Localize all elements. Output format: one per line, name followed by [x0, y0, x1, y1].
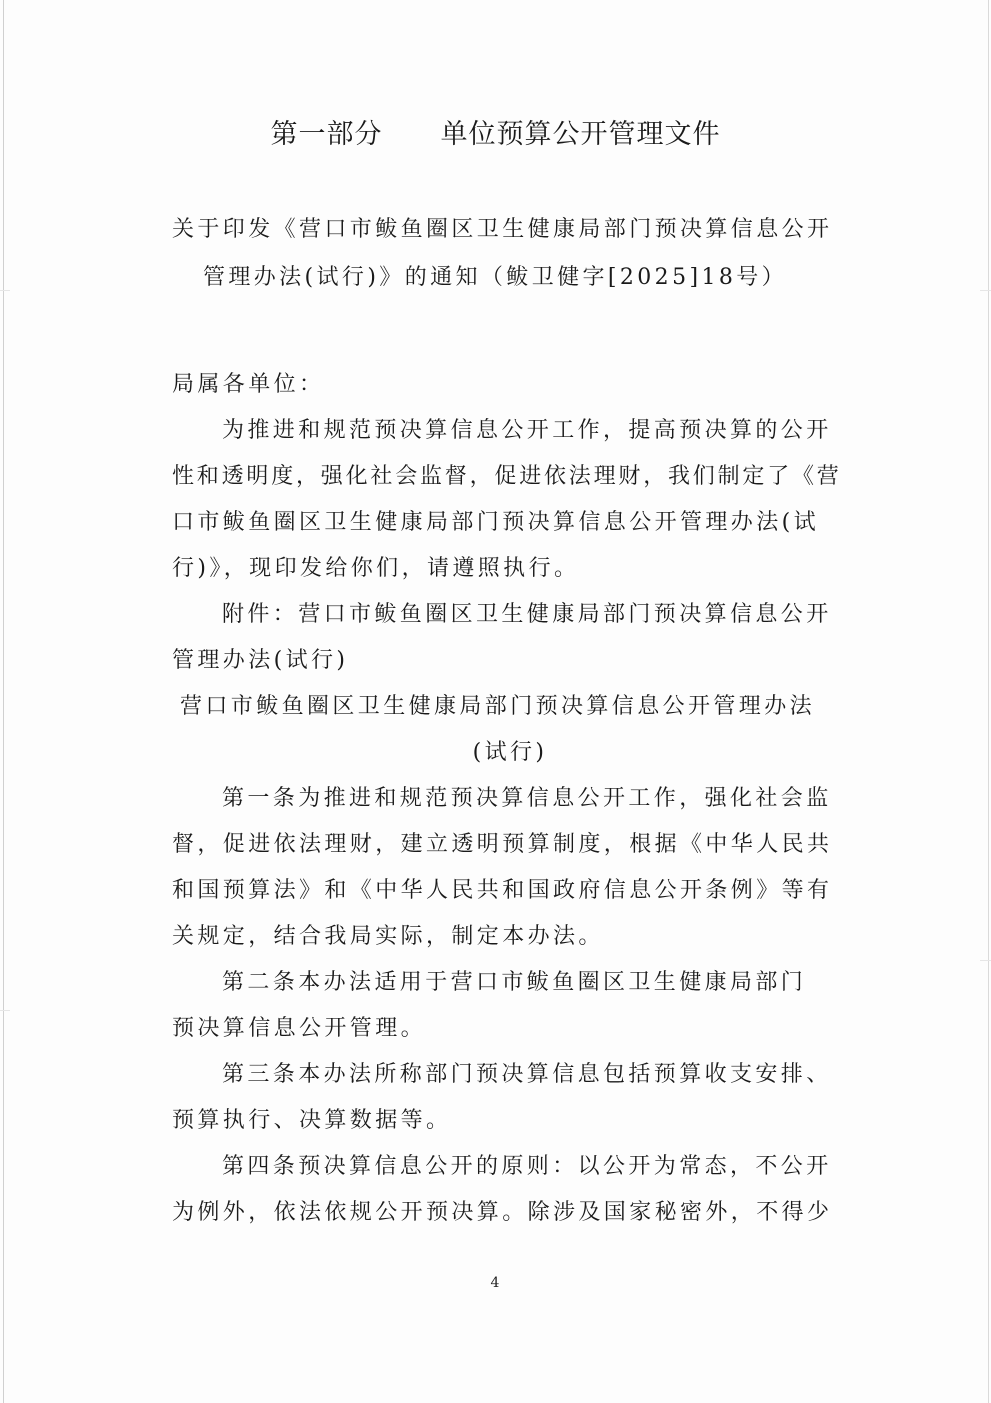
article-4-line-2: 为例外，依法依规公开预决算。除涉及国家秘密外，不得少 [172, 1200, 833, 1225]
para1-line-3: 口市鲅鱼圈区卫生健康局部门预决算信息公开管理办法(试 [172, 510, 819, 535]
article-3-line-1: 第三条本办法所称部门预决算信息包括预算收支安排、 [222, 1062, 832, 1087]
scan-mark [0, 1010, 10, 1011]
article-4-line-1: 第四条预决算信息公开的原则：以公开为常态，不公开 [222, 1154, 832, 1179]
page-number: 4 [490, 1275, 500, 1291]
para1-line-2: 性和透明度，强化社会监督，促进依法理财，我们制定了《营 [172, 464, 842, 489]
article-2-line-1: 第二条本办法适用于营口市鲅鱼圈区卫生健康局部门 [222, 970, 807, 995]
article-3-line-2: 预算执行、决算数据等。 [172, 1108, 452, 1133]
article-1-line-3: 和国预算法》和《中华人民共和国政府信息公开条例》等有 [172, 878, 833, 903]
para1-line-1: 为推进和规范预决算信息公开工作，提高预决算的公开 [222, 418, 832, 443]
article-1-line-1: 第一条为推进和规范预决算信息公开工作，强化社会监 [222, 786, 832, 811]
notice-title-line-1: 关于印发《营口市鲅鱼圈区卫生健康局部门预决算信息公开 [172, 217, 833, 242]
scan-edge-left [3, 0, 4, 1403]
para1-line-4: 行)》，现印发给你们，请遵照执行。 [172, 556, 580, 581]
article-2-line-2: 预决算信息公开管理。 [172, 1016, 427, 1041]
article-1-line-2: 督，促进依法理财，建立透明预算制度，根据《中华人民共 [172, 832, 833, 857]
section-heading-title: 单位预算公开管理文件 [440, 119, 721, 150]
measures-title-line-1: 营口市鲅鱼圈区卫生健康局部门预决算信息公开管理办法 [180, 694, 816, 719]
scan-mark [980, 290, 991, 291]
notice-title-line-2: 管理办法(试行)》的通知（鲅卫健字[2025]18号） [202, 265, 788, 290]
attachment-line-2: 管理办法(试行) [172, 648, 349, 673]
scan-edge-right [988, 0, 989, 1403]
scan-mark [980, 960, 991, 961]
salutation: 局属各单位： [172, 372, 325, 397]
section-heading [140, 112, 851, 151]
article-1-line-4: 关规定，结合我局实际，制定本办法。 [172, 924, 604, 949]
measures-title-line-2: (试行) [472, 740, 548, 765]
scan-mark [0, 290, 10, 291]
section-heading-part: 第一部分 [270, 119, 383, 150]
attachment-line-1: 附件：营口市鲅鱼圈区卫生健康局部门预决算信息公开 [222, 602, 832, 627]
